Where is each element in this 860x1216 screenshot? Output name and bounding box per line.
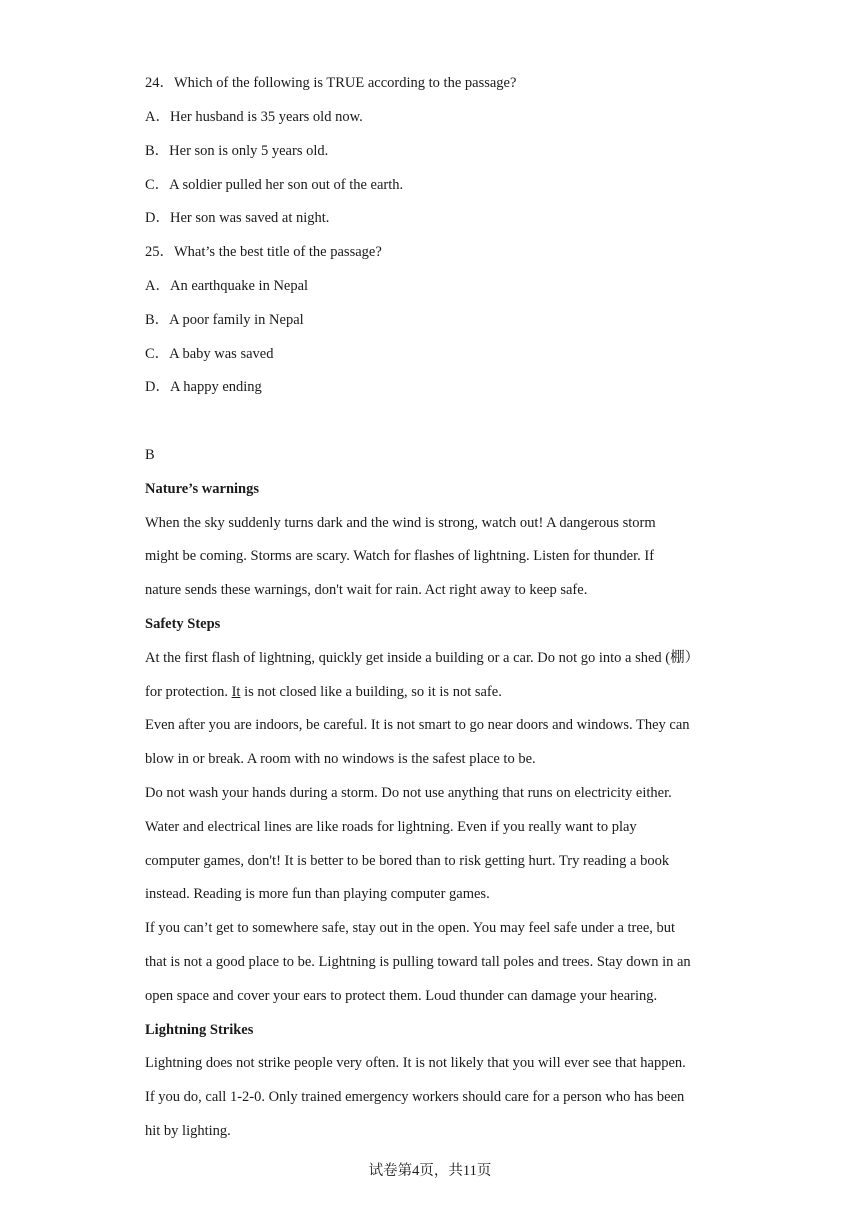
paragraph-line: Water and electrical lines are like roads for lightning. Even if you really want to play — [145, 819, 637, 835]
paragraph-line: If you do, call 1-2-0. Only trained emergency workers should care for a person who has been — [145, 1089, 685, 1105]
option-d: D．A happy ending — [145, 379, 262, 395]
paragraph-line: Do not wash your hands during a storm. Do not use anything that runs on electricity either. — [145, 785, 672, 801]
paragraph-line: might be coming. Storms are scary. Watch for flashes of lightning. Listen for thunder. If — [145, 548, 655, 564]
paragraph-line: hit by lighting. — [145, 1123, 231, 1139]
option-c: C．A soldier pulled her son out of the earth. — [145, 177, 404, 193]
heading-natures-warnings: Nature’s warnings — [145, 481, 259, 497]
paragraph-line: nature sends these warnings, don't wait for rain. Act right away to keep safe. — [145, 582, 588, 598]
paragraph-line: open space and cover your ears to protect them. Loud thunder can damage your hearing. — [145, 988, 658, 1004]
option-b: B．A poor family in Nepal — [145, 312, 304, 328]
underlined-word: It — [231, 684, 241, 700]
paragraph-line: If you can’t get to somewhere safe, stay out in the open. You may feel safe under a tree, but — [145, 920, 676, 936]
paragraph-line: When the sky suddenly turns dark and the wind is strong, watch out! A dangerous storm — [145, 515, 656, 531]
paragraph-line: instead. Reading is more fun than playing computer games. — [145, 886, 490, 902]
paragraph-line: Even after you are indoors, be careful. It is not smart to go near doors and windows. They can — [145, 717, 690, 733]
paragraph-line: that is not a good place to be. Lightning is pulling toward tall poles and trees. Stay down in an — [145, 954, 691, 970]
option-c: C．A baby was saved — [145, 346, 274, 362]
page-footer: 试卷第4页，共11页 — [368, 1163, 492, 1179]
heading-safety-steps: Safety Steps — [145, 616, 221, 632]
section-label: B — [145, 447, 155, 463]
paragraph-line — [145, 683, 502, 701]
heading-lightning-strikes: Lightning Strikes — [145, 1022, 254, 1038]
paragraph-line: At the first flash of lightning, quickly get inside a building or a car. Do not go into a shed (棚） — [145, 650, 700, 666]
question-25-text: 25．What’s the best title of the passage? — [145, 244, 382, 260]
option-a: A．An earthquake in Nepal — [145, 278, 309, 294]
question-24-text: 24．Which of the following is TRUE according to the passage? — [145, 75, 517, 91]
paragraph-line: blow in or break. A room with no windows is the safest place to be. — [145, 751, 536, 767]
option-d: D．Her son was saved at night. — [145, 210, 330, 226]
text-segment: is not closed like a building, so it is not safe. — [240, 684, 502, 700]
paragraph-line: computer games, don't! It is better to be bored than to risk getting hurt. Try reading a book — [145, 853, 670, 869]
option-a: A．Her husband is 35 years old now. — [145, 109, 363, 125]
text-segment: for protection. — [145, 684, 232, 700]
paragraph-line: Lightning does not strike people very often. It is not likely that you will ever see that happen. — [145, 1055, 686, 1071]
option-b: B．Her son is only 5 years old. — [145, 143, 329, 159]
